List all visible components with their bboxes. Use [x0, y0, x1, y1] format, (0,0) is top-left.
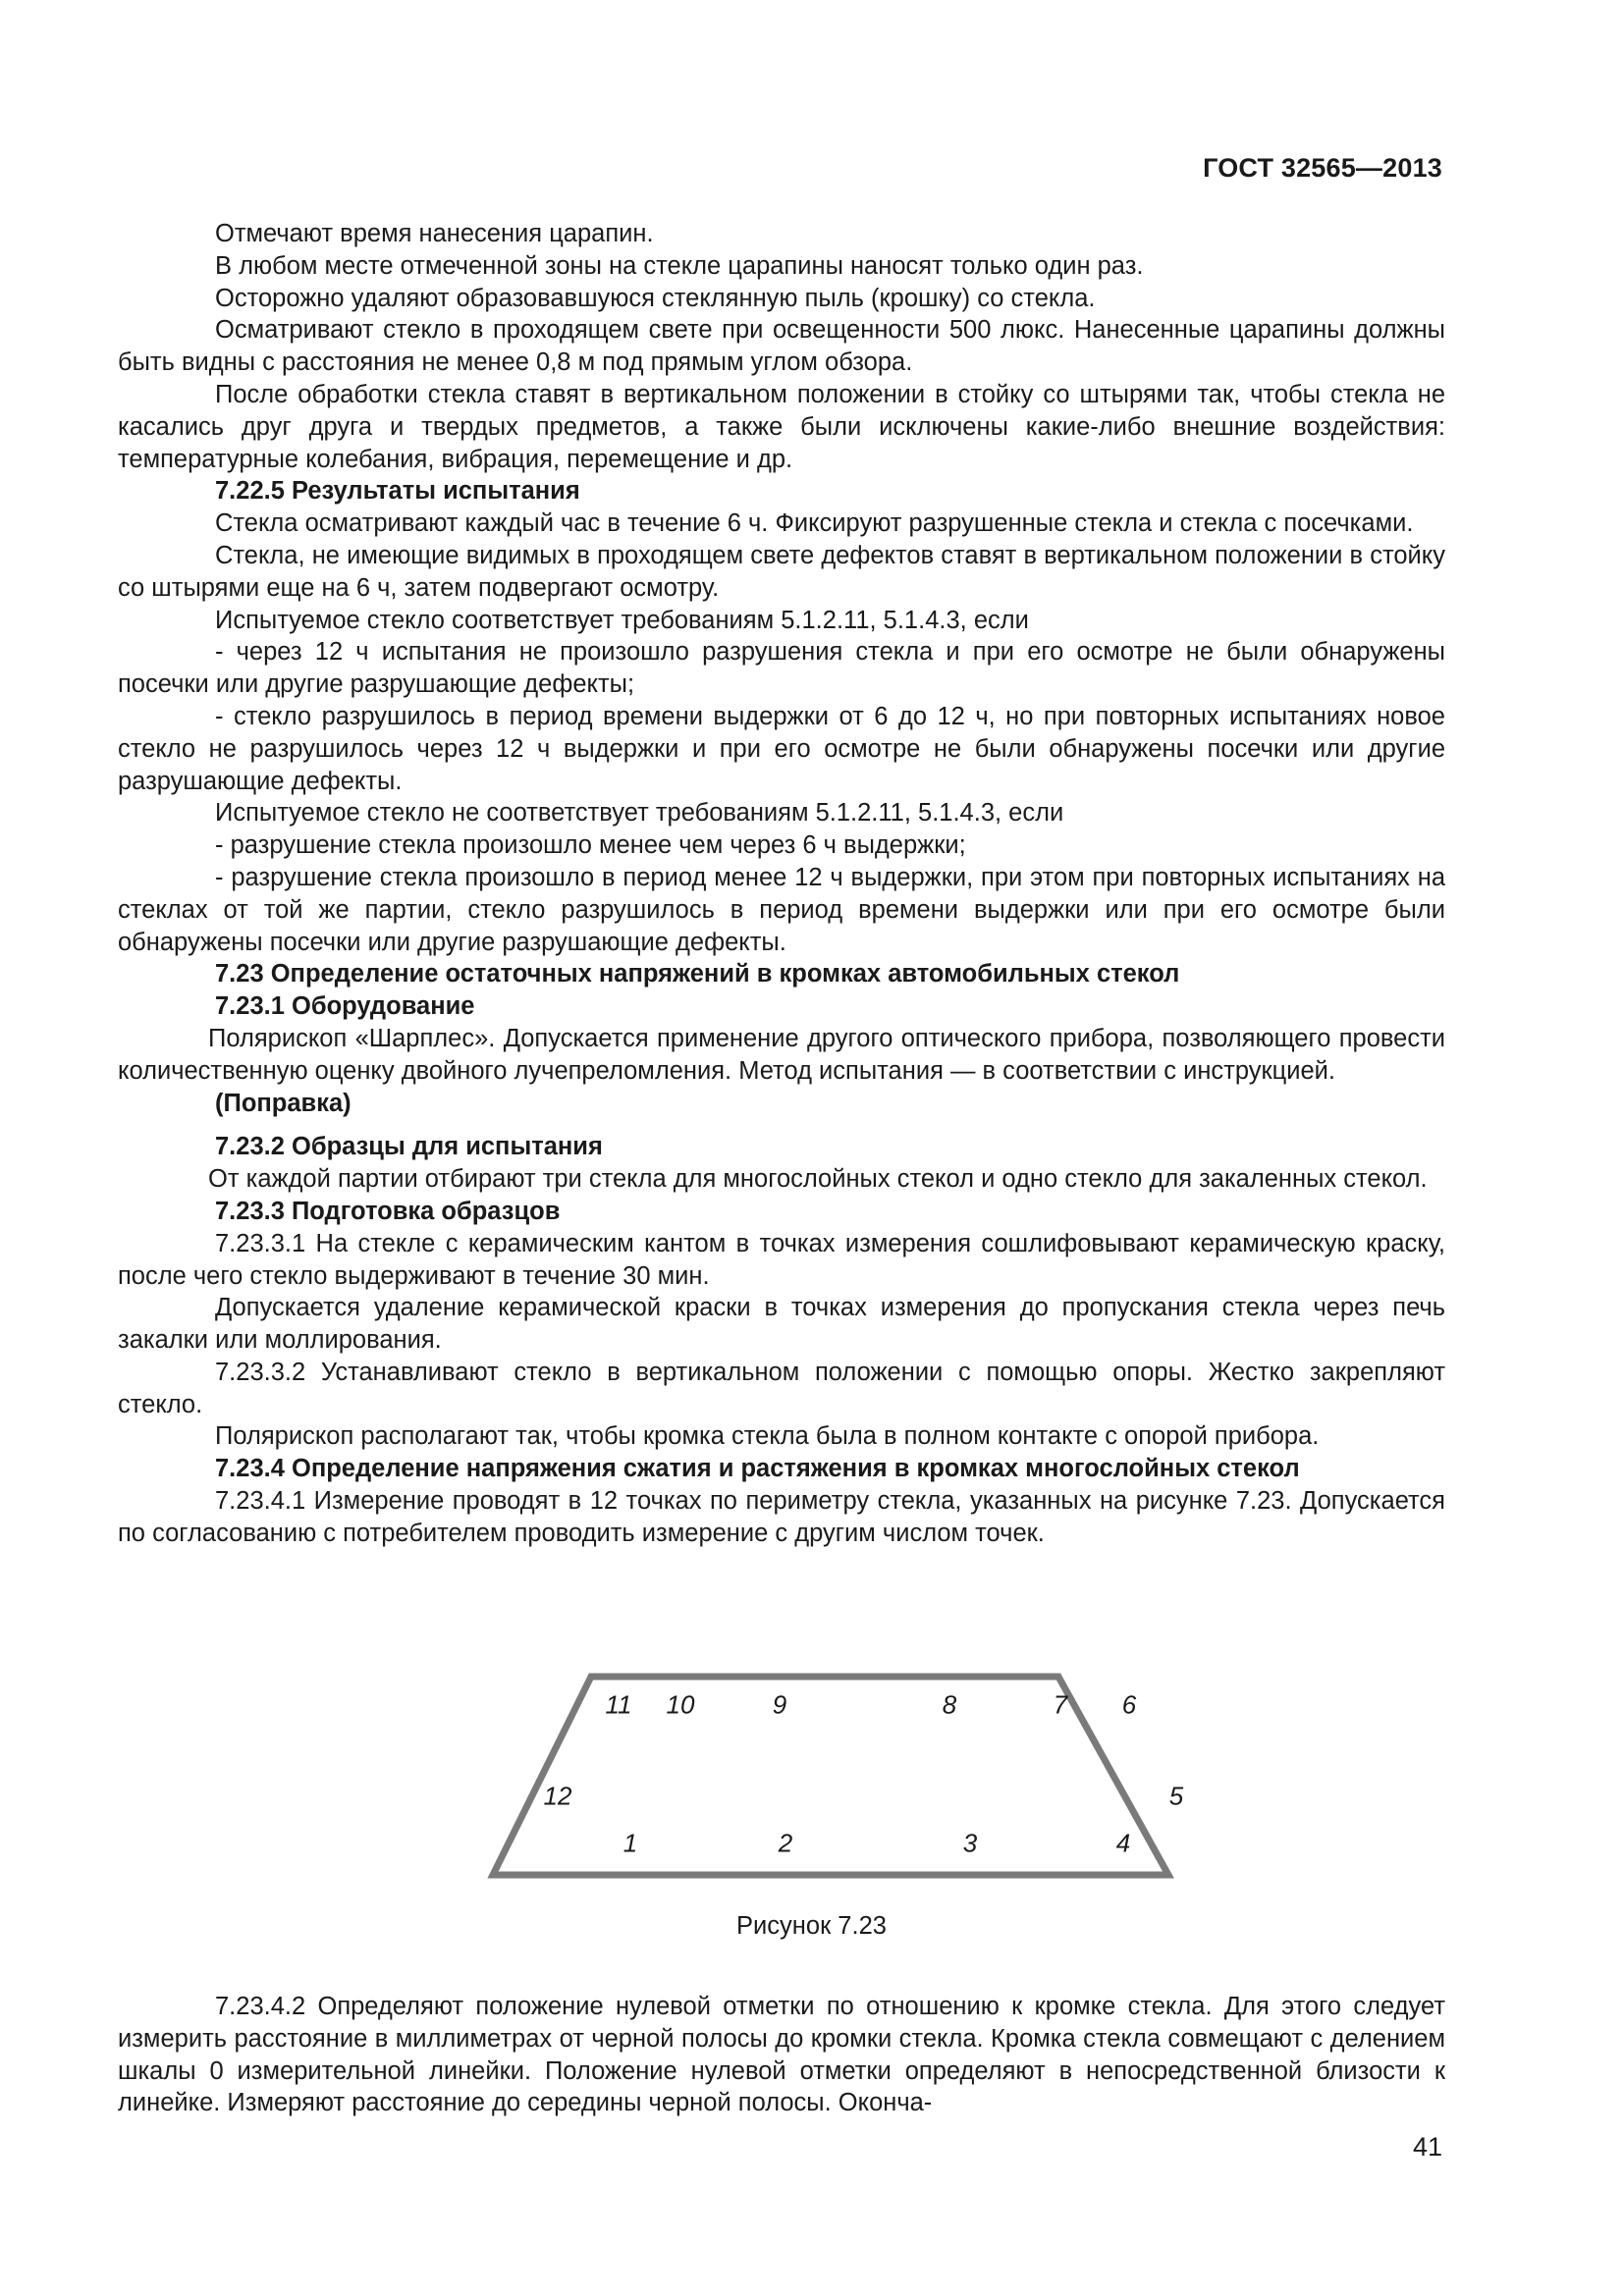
paragraph: После обработки стекла ставят в вертикальном положении в стойку со штырями так, чтобы стекла не касались друг друга и твердых предметов, а также были исключены какие-либо внешние воздействия: температурные колебания, вибрация, перемещение и др. [118, 380, 1445, 473]
paragraph: - через 12 ч испытания не произошло разрушения стекла и при его осмотре не были обнаружены посечки или другие разрушающие дефекты; [118, 638, 1445, 699]
paragraph: Осторожно удаляют образовавшуюся стеклянную пыль (крошку) со стекла. [215, 284, 1096, 312]
section-heading: 7.23.3 Подготовка образцов [215, 1197, 561, 1225]
paragraph: Испытуемое стекло соответствует требованиям 5.1.2.11, 5.1.4.3, если [215, 606, 1029, 634]
paragraph: Стекла осматривают каждый час в течение 6 ч. Фиксируют разрушенные стекла и стекла с посечками. [215, 509, 1414, 538]
paragraph: 7.23.3.1 На стекле с керамическим кантом в точках измерения сошлифовывают керамическую краску, после чего стекло выдерживают в течение 30 мин. [118, 1229, 1445, 1290]
paragraph: Испытуемое стекло не соответствует требованиям 5.1.2.11, 5.1.4.3, если [215, 799, 1064, 828]
standard-header: ГОСТ 32565—2013 [1203, 153, 1442, 183]
figure-caption: Рисунок 7.23 [736, 1912, 887, 1940]
body-text [118, 218, 1445, 1550]
paragraph: Полярископ располагают так, чтобы кромка стекла была в полном контакте с опорой прибора. [215, 1422, 1320, 1451]
paragraph: - разрушение стекла произошло в период менее 12 ч выдержки, при этом при повторных испытаниях на стеклах от той же партии, стекло разрушилось в период времени выдержки или при его осмотре были обнаружены посечки или другие разрушающие дефекты. [118, 863, 1445, 956]
paragraph: Стекла, не имеющие видимых в проходящем свете дефектов ставят в вертикальном положении в стойку со штырями еще на 6 ч, затем подвергают осмотру. [118, 541, 1445, 602]
section-heading: 7.23.1 Оборудование [215, 992, 475, 1021]
point-label-6: 6 [1121, 1689, 1137, 1720]
paragraph: В любом месте отмеченной зоны на стекле царапины наносят только один раз. [215, 251, 1144, 280]
point-label-7: 7 [1053, 1689, 1068, 1720]
point-label-3: 3 [962, 1828, 978, 1858]
paragraph: 7.23.3.2 Устанавливают стекло в вертикальном положении с помощью опоры. Жестко закрепляют стекло. [118, 1358, 1445, 1418]
point-label-1: 1 [622, 1828, 638, 1858]
paragraph: 7.23.4.2 Определяют положение нулевой отметки по отношению к кромке стекла. Для этого следует измерить расстояние в миллиметрах от черной полосы до кромки стекла. Кромка стекла совмещают с делением шкалы 0 измерительной линейки. Положение нулевой отметки определяют в непосредственной близости к линейке. Измеряют расстояние до середины черной полосы. Оконча- [118, 1993, 1445, 2117]
page-number: 41 [1412, 2132, 1442, 2162]
section-heading: 7.23 Определение остаточных напряжений в кромках автомобильных стекол [215, 960, 1180, 988]
section-heading: 7.22.5 Результаты испытания [215, 477, 580, 506]
point-label-9: 9 [772, 1689, 787, 1720]
paragraph: Осматривают стекло в проходящем свете при освещенности 500 люкс. Нанесенные царапины должны быть видны с расстояния не менее 0,8 м под прямым углом обзора. [118, 316, 1445, 377]
point-label-4: 4 [1115, 1828, 1131, 1858]
body-text-continued [118, 1991, 1445, 2119]
figure-7-23 [481, 1669, 1208, 1904]
point-label-2: 2 [778, 1828, 793, 1858]
section-heading: 7.23.2 Образцы для испытания [215, 1133, 603, 1161]
paragraph: Допускается удаление керамической краски в точках измерения до пропускания стекла через печь закалки или моллирования. [118, 1294, 1445, 1355]
point-label-12: 12 [543, 1781, 572, 1811]
section-heading: (Поправка) [215, 1089, 352, 1117]
paragraph: Отмечают время нанесения царапин. [215, 220, 654, 247]
paragraph: Полярископ «Шарплес». Допускается применение другого оптического прибора, позволяющего провести количественную оценку двойного лучепреломления. Метод испытания — в соответствии с инструкцией. [118, 1024, 1445, 1085]
point-label-10: 10 [666, 1689, 695, 1720]
point-label-11: 11 [605, 1689, 632, 1720]
paragraph: - стекло разрушилось в период времени выдержки от 6 до 12 ч, но при повторных испытаниях новое стекло не разрушилось через 12 ч выдержки и при его осмотре не были обнаружены посечки или другие разрушающие дефекты. [118, 702, 1445, 795]
paragraph: 7.23.4.1 Измерение проводят в 12 точках по периметру стекла, указанных на рисунке 7.23. Допускается по согласованию с потребителем проводить измерение с другим числом точек. [118, 1487, 1445, 1547]
point-label-8: 8 [942, 1689, 957, 1720]
trapezoid-diagram [481, 1669, 1208, 1904]
section-heading: 7.23.4 Определение напряжения сжатия и растяжения в кромках многослойных стекол [215, 1455, 1300, 1483]
paragraph: - разрушение стекла произошло менее чем через 6 ч выдержки; [215, 831, 966, 860]
paragraph: От каждой партии отбирают три стекла для многослойных стекол и одно стекло для закаленных стекол. [208, 1165, 1428, 1194]
point-label-5: 5 [1168, 1781, 1184, 1811]
